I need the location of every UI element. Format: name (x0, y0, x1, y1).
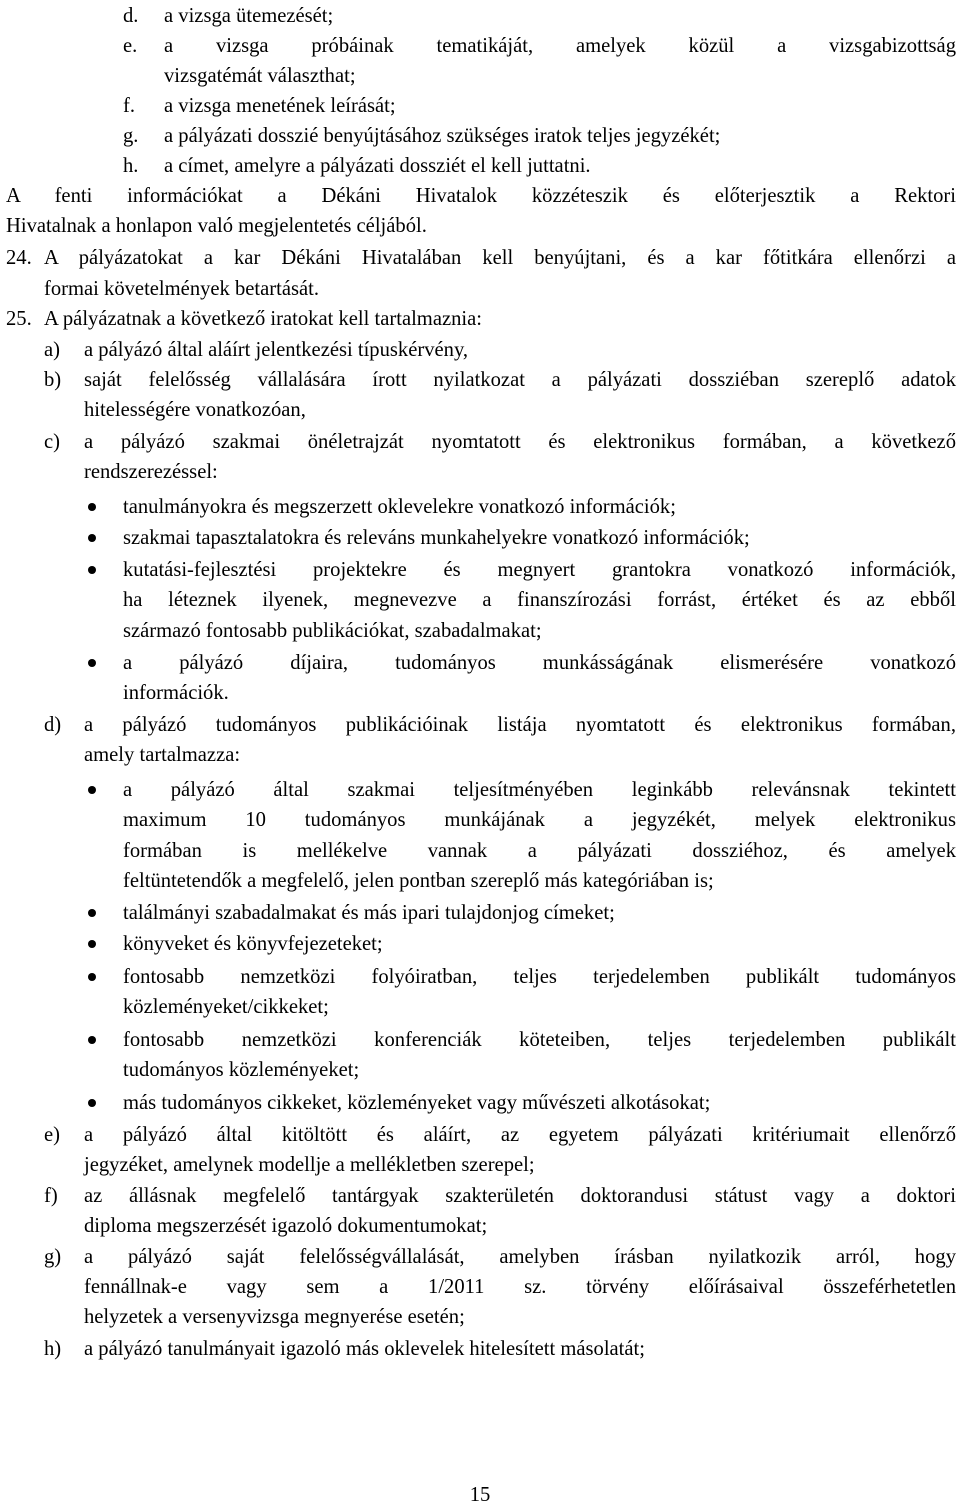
item-label: f) (44, 1185, 58, 1207)
bullet-icon (88, 503, 96, 511)
item-text: helyzetek a versenyvizsga megnyerése esetén; (84, 1306, 465, 1328)
bullet-text: szakmai tapasztalatokra és releváns munkahelyekre vonatkozó információk; (123, 527, 750, 549)
list-label: g. (123, 125, 139, 147)
section-text: formai követelmények betartását. (44, 278, 320, 300)
section-intro: A pályázatnak a következő iratokat kell tartalmaznia: (44, 308, 482, 330)
bullet-icon (88, 659, 96, 667)
item-text: fennállnak-e vagy sem a 1/2011 sz. törvény előírásaival összeférhetetlen (84, 1276, 956, 1298)
list-item-text: a vizsga ütemezését; (164, 5, 334, 27)
item-text: az állásnak megfelelő tantárgyak szakterületén doktorandusi státust vagy a doktori (84, 1185, 956, 1207)
bullet-text: más tudományos cikkeket, közleményeket vagy művészeti alkotásokat; (123, 1092, 711, 1114)
list-item-text: a vizsga próbáinak tematikáját, amelyek közül a vizsgabizottság (164, 35, 956, 57)
item-text: a pályázó tudományos publikációinak listája nyomtatott és elektronikus formában, (84, 714, 956, 736)
bullet-icon (88, 786, 96, 794)
item-label: d) (44, 714, 62, 736)
bullet-text: fontosabb nemzetközi konferenciák köteteiben, teljes terjedelemben publikált (123, 1029, 956, 1051)
bullet-text: könyveket és könyvfejezeteket; (123, 933, 383, 955)
list-label: e. (123, 35, 138, 57)
bullet-text: származó fontosabb publikációkat, szabadalmakat; (123, 620, 542, 642)
bullet-text: a pályázó díjaira, tudományos munkásságának elismerésére vonatkozó (123, 652, 956, 674)
list-label: d. (123, 5, 139, 27)
bullet-text: kutatási-fejlesztési projektekre és megnyert grantokra vonatkozó információk, (123, 559, 956, 581)
item-label: e) (44, 1124, 60, 1146)
section-text: A pályázatokat a kar Dékáni Hivatalában kell benyújtani, és a kar főtitkára ellenőrzi a (44, 247, 956, 269)
item-text: a pályázó saját felelősségvállalását, amelyben írásban nyilatkozik arról, hogy (84, 1246, 956, 1268)
bullet-text: formában is mellékelve vannak a pályázati dossziéhoz, és amelyek (123, 840, 956, 862)
list-label: h. (123, 155, 139, 177)
bullet-icon (88, 1036, 96, 1044)
item-text: jegyzéket, amelynek modellje a mellékletben szerepel; (84, 1154, 535, 1176)
item-label: c) (44, 431, 60, 453)
page-number: 15 (469, 1484, 491, 1506)
bullet-text: feltüntetendők a megfelelő, jelen pontban szereplő más kategóriában is; (123, 870, 714, 892)
paragraph-text: Hivatalnak a honlapon való megjelentetés céljából. (6, 215, 427, 237)
item-label: a) (44, 339, 60, 361)
list-item-text: vizsgatémát választhat; (164, 65, 356, 87)
section-number: 24. (6, 247, 32, 269)
bullet-text: közleményeket/cikkeket; (123, 996, 329, 1018)
item-label: b) (44, 369, 62, 391)
bullet-icon (88, 909, 96, 917)
list-item-text: a vizsga menetének leírását; (164, 95, 396, 117)
item-text: a pályázó által kitöltött és aláírt, az egyetem pályázati kritériumait ellenőrző (84, 1124, 956, 1146)
item-label: g) (44, 1246, 62, 1268)
list-item-text: a pályázati dosszié benyújtásához szükséges iratok teljes jegyzékét; (164, 125, 721, 147)
bullet-text: tudományos közleményeket; (123, 1059, 360, 1081)
bullet-text: információk. (123, 682, 229, 704)
item-text: a pályázó tanulmányait igazoló más oklevelek hitelesített másolatát; (84, 1338, 645, 1360)
item-text: a pályázó által aláírt jelentkezési típuskérvény, (84, 339, 469, 361)
bullet-icon (88, 940, 96, 948)
paragraph-text: A fenti információkat a Dékáni Hivatalok közzéteszik és előterjesztik a Rektori (6, 185, 956, 207)
section-number: 25. (6, 308, 32, 330)
bullet-text: találmányi szabadalmakat és más ipari tulajdonjog címeket; (123, 902, 615, 924)
item-text: hitelességére vonatkozóan, (84, 399, 306, 421)
item-text: amely tartalmazza: (84, 744, 241, 766)
list-item-text: a címet, amelyre a pályázati dossziét el kell juttatni. (164, 155, 591, 177)
item-text: diploma megszerzését igazoló dokumentumokat; (84, 1215, 488, 1237)
bullet-icon (88, 973, 96, 981)
item-text: rendszerezéssel: (84, 461, 218, 483)
bullet-text: maximum 10 tudományos munkájának a jegyzékét, melyek elektronikus (123, 809, 956, 831)
bullet-icon (88, 1099, 96, 1107)
bullet-text: ha léteznek ilyenek, megnevezve a finanszírozási forrást, értéket és az ebből (123, 589, 956, 611)
bullet-text: tanulmányokra és megszerzett oklevelekre vonatkozó információk; (123, 496, 676, 518)
item-text: a pályázó szakmai önéletrajzát nyomtatott és elektronikus formában, a következő (84, 431, 956, 453)
bullet-text: a pályázó által szakmai teljesítményében leginkább relevánsnak tekintett (123, 779, 956, 801)
bullet-text: fontosabb nemzetközi folyóiratban, teljes terjedelemben publikált tudományos (123, 966, 956, 988)
item-label: h) (44, 1338, 62, 1360)
bullet-icon (88, 534, 96, 542)
bullet-icon (88, 566, 96, 574)
list-label: f. (123, 95, 136, 117)
item-text: saját felelősség vállalására írott nyilatkozat a pályázati dossziéban szereplő adatok (84, 369, 956, 391)
